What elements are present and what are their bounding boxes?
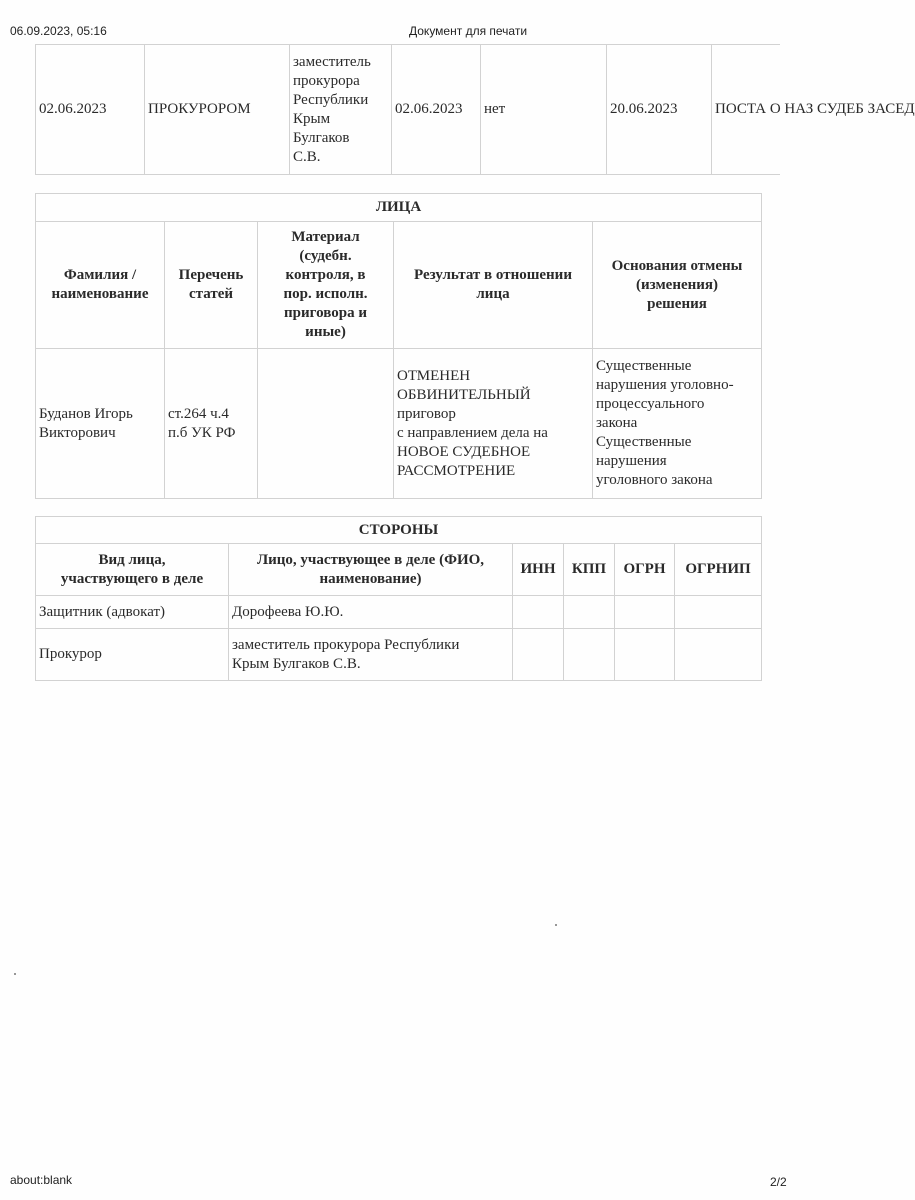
inn-cell <box>513 629 564 681</box>
ogrnip-cell <box>675 596 762 629</box>
page-url: about:blank <box>10 1173 73 1187</box>
grounds-cell: Существенные нарушения уголовно- процессуального закона Существенные нарушения уголовного закона <box>593 349 762 499</box>
column-header: ИНН <box>513 544 564 596</box>
official-cell: заместитель прокурора Республики Крым Булгаков С.В. <box>290 45 392 175</box>
kpp-cell <box>564 629 615 681</box>
column-header: Основания отмены (изменения) решения <box>593 222 762 349</box>
column-header: Вид лица, участвующего в деле <box>36 544 229 596</box>
page-number: 2/2 <box>770 1175 787 1189</box>
scan-speck <box>14 973 16 975</box>
table-row <box>36 596 762 629</box>
ogrnip-cell <box>675 629 762 681</box>
print-title: Документ для печати <box>409 24 528 38</box>
scan-speck <box>555 924 557 926</box>
column-header: КПП <box>564 544 615 596</box>
flag-cell: нет <box>481 45 607 175</box>
ogrn-cell <box>615 596 675 629</box>
parties-header-row <box>36 544 762 596</box>
column-header: Результат в отношении лица <box>394 222 593 349</box>
inn-cell <box>513 596 564 629</box>
date-cell: 02.06.2023 <box>392 45 481 175</box>
persons-header-row <box>36 222 762 349</box>
date-cell: 20.06.2023 <box>607 45 712 175</box>
parties-title: СТОРОНЫ <box>36 517 762 544</box>
column-header: Материал (судебн. контроля, в пор. исполн. приговора и иные) <box>258 222 394 349</box>
party-type-cell: Защитник (адвокат) <box>36 596 229 629</box>
kpp-cell <box>564 596 615 629</box>
date-cell: 02.06.2023 <box>36 45 145 175</box>
column-header: Фамилия / наименование <box>36 222 165 349</box>
authority-cell: ПРОКУРОРОМ <box>145 45 290 175</box>
persons-table <box>35 193 762 499</box>
print-datetime: 06.09.2023, 05:16 <box>10 24 107 38</box>
ogrn-cell <box>615 629 675 681</box>
table-row <box>36 629 762 681</box>
document-cell: ПОСТА О НАЗ СУДЕБ ЗАСЕД <box>712 45 780 175</box>
result-cell: ОТМЕНЕН ОБВИНИТЕЛЬНЫЙ приговор с направлением дела на НОВОЕ СУДЕБНОЕ РАССМОТРЕНИЕ <box>394 349 593 499</box>
party-name-cell: Дорофеева Ю.Ю. <box>229 596 513 629</box>
column-header: Лицо, участвующее в деле (ФИО, наименование) <box>229 544 513 596</box>
table-row <box>36 45 780 175</box>
party-name-cell: заместитель прокурора Республики Крым Булгаков С.В. <box>229 629 513 681</box>
column-header: Перечень статей <box>165 222 258 349</box>
persons-title: ЛИЦА <box>36 194 762 222</box>
person-name-cell: Буданов Игорь Викторович <box>36 349 165 499</box>
column-header: ОГРНИП <box>675 544 762 596</box>
articles-cell: ст.264 ч.4 п.б УК РФ <box>165 349 258 499</box>
material-cell <box>258 349 394 499</box>
table-row <box>36 349 762 499</box>
party-type-cell: Прокурор <box>36 629 229 681</box>
top-continued-table <box>35 44 915 175</box>
column-header: ОГРН <box>615 544 675 596</box>
parties-table <box>35 516 762 681</box>
